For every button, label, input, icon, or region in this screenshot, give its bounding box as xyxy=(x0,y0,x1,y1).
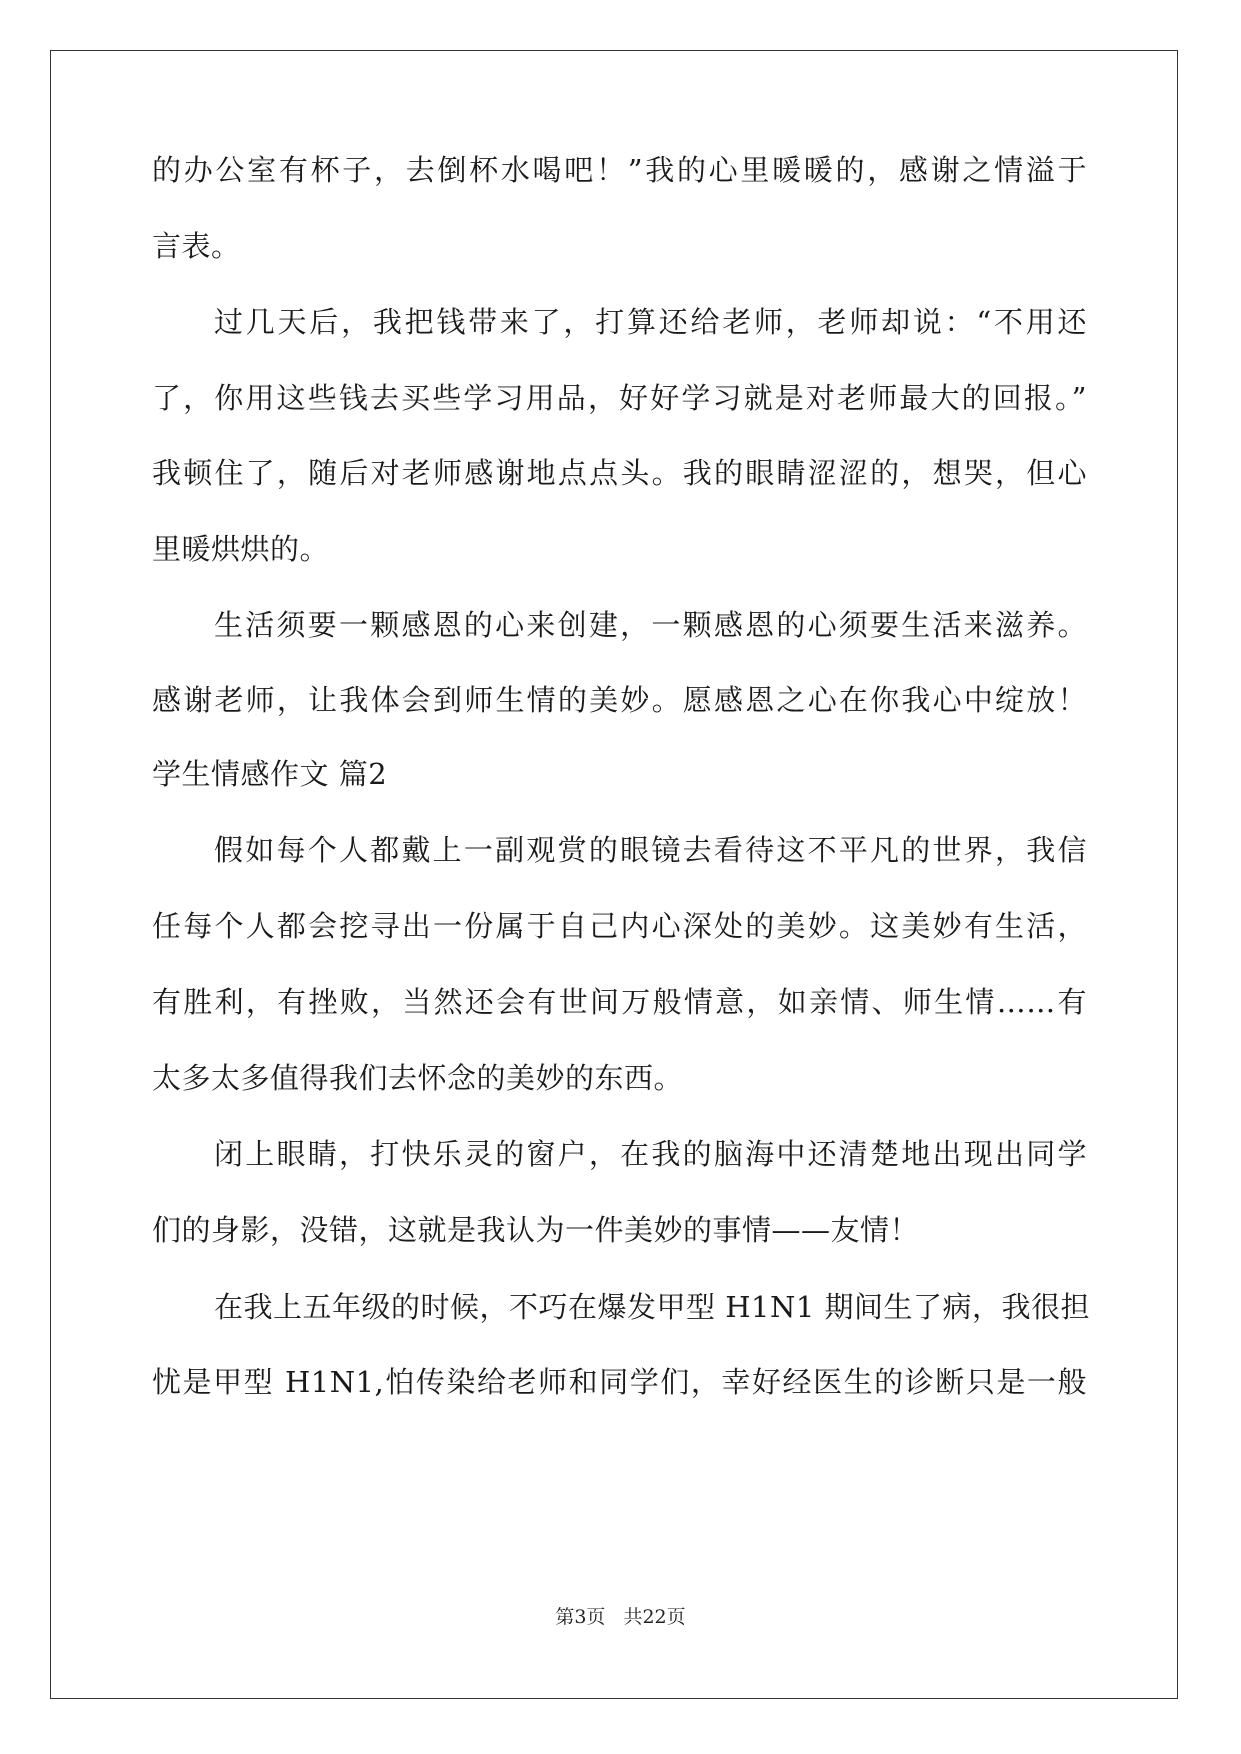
text-line: 们的身影，没错，这就是我认为一件美妙的事情——友情！ xyxy=(152,1213,920,1247)
paragraph-first-line: 闭上眼睛，打快乐灵的窗户，在我的脑海中还清楚地出现出同学 xyxy=(214,1137,1087,1171)
page-total: 共22页 xyxy=(623,1606,686,1628)
text-line: 里暖烘烘的。 xyxy=(152,532,330,566)
text-line: 言表。 xyxy=(152,229,241,263)
paragraph-first-line: 在我上五年级的时候，不巧在爆发甲型 H1N1 期间生了病，我很担 xyxy=(214,1290,1091,1324)
paragraph-first-line: 假如每个人都戴上一副观赏的眼镜去看待这不平凡的世界，我信 xyxy=(214,833,1087,867)
text-line: 我顿住了，随后对老师感谢地点点头。我的眼睛涩涩的，想哭，但心 xyxy=(152,456,1087,490)
text-line: 的办公室有杯子，去倒杯水喝吧！”我的心里暖暖的，感谢之情溢于 xyxy=(152,153,1087,187)
paragraph-first-line: 过几天后，我把钱带来了，打算还给老师，老师却说：“不用还 xyxy=(214,305,1087,339)
text-line: 任每个人都会挖寻出一份属于自己内心深处的美妙。这美妙有生活， xyxy=(152,909,1087,943)
section-heading: 学生情感作文 篇2 xyxy=(152,757,388,791)
page-number: 第3页 xyxy=(555,1606,606,1628)
text-line: 忧是甲型 H1N1,怕传染给老师和同学们，幸好经医生的诊断只是一般 xyxy=(152,1365,1087,1399)
page-footer xyxy=(0,1604,1241,1630)
text-line: 有胜利，有挫败，当然还会有世间万般情意，如亲情、师生情……有 xyxy=(152,985,1087,1019)
text-line: 了，你用这些钱去买些学习用品，好好学习就是对老师最大的回报。” xyxy=(152,381,1087,415)
text-line: 感谢老师，让我体会到师生情的美妙。愿感恩之心在你我心中绽放！ xyxy=(152,683,1087,717)
paragraph-first-line: 生活须要一颗感恩的心来创建，一颗感恩的心须要生活来滋养。 xyxy=(214,608,1087,642)
page-border xyxy=(50,50,1178,1699)
text-line: 太多太多值得我们去怀念的美妙的东西。 xyxy=(152,1061,684,1095)
